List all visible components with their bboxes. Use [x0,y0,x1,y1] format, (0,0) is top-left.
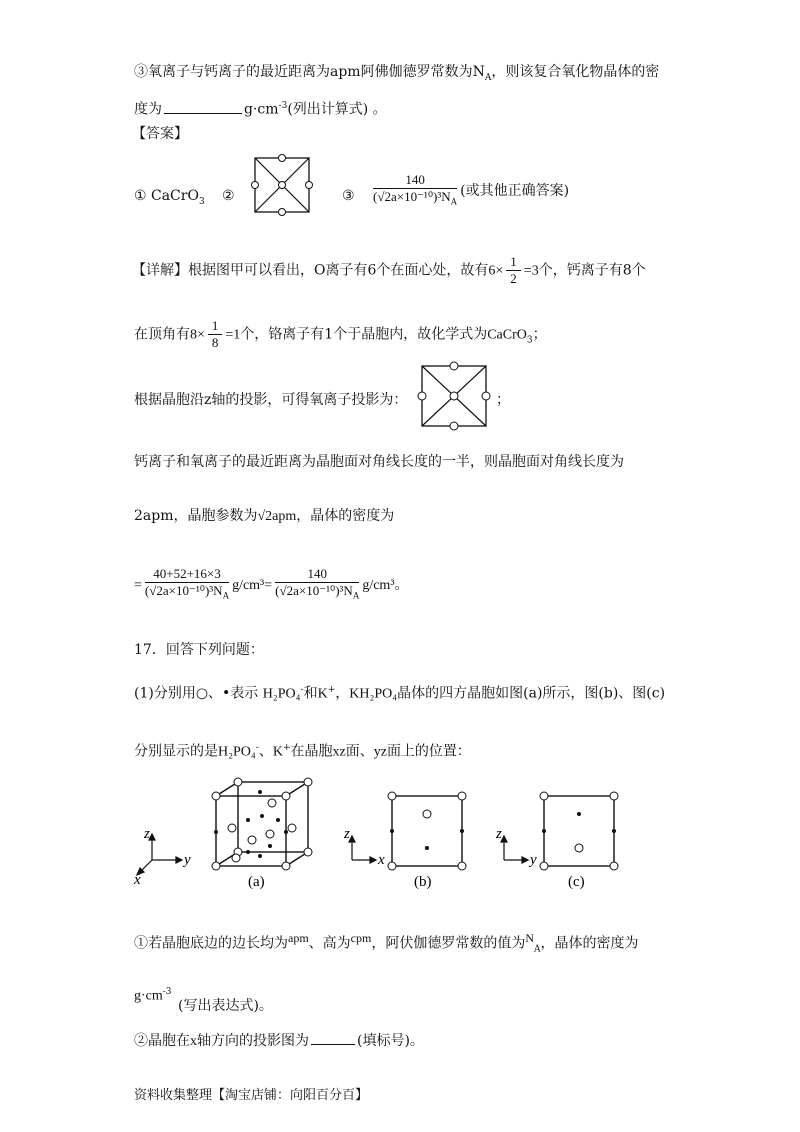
detail2-formula-sub: 3 [526,335,533,346]
detail5-text: 2apm，晶胞参数为 [134,508,258,524]
q-i-text-c: ，阿伏伽德罗常数的值为 [371,935,526,952]
detail1-text: 【详解】根据图甲可以看出，O离子有6个在面心处，故有 [132,262,489,279]
ans1 [134,186,205,212]
q17-1-and: 和 [303,685,318,702]
ans3-label: ③ [342,188,355,204]
q17-2-text: 分别显示的是 [134,743,218,760]
oxygen-projection-diagram [247,152,317,222]
density-unit2: g/cm³ [362,577,395,593]
ans3-num: 140 [373,172,457,189]
detail5-expr: √2apm [257,509,297,524]
q17-1-k-sup: + [327,685,336,695]
detail-line2 [134,318,547,351]
q17-2-text-b: 在晶胞 [290,743,333,760]
detail2-num: 1 [208,318,223,335]
detail3-text: 根据晶胞沿z轴的投影，可得氧离子投影为： [134,392,408,408]
fig-c-label: (c) [568,874,585,890]
q17-2-h2po4: H₂PO₄ [218,744,256,760]
density-num1: 40+52+16×3 [145,566,229,583]
q3-unit: g·cm [244,101,279,118]
q17-i-line2 [134,982,172,1007]
ans1-label: ① CaCrO [134,188,199,204]
q17-1-k: K [317,686,328,702]
q-i-text-d: ，晶体的密度为 [540,935,639,952]
oxygen-projection-diagram-2 [410,358,494,434]
q-i-text-b: 、高为 [308,935,351,952]
density-num2: 140 [275,566,359,583]
ans3-note: (或其他正确答案) [460,182,570,199]
ans3-den: (√2a×10⁻¹⁰)³N [373,189,451,204]
q17-1-h2po4-sup: - [300,685,304,695]
detail2-den: 8 [211,335,219,350]
answer-title: 【答案】 [132,126,188,142]
density-end: 。 [394,576,409,593]
q17-line2 [134,738,471,763]
answer-blank[interactable] [164,99,242,114]
q-i-unit-exp: -3 [162,987,172,997]
footer-source: 资料收集整理【淘宝店铺：向阳百分百】 [134,1088,369,1103]
q17-1-h2po4: H₂PO₄ [262,686,301,702]
q3-line1 [134,62,659,88]
q-ii-x: x [190,1034,197,1049]
q17-2-xz: xz [332,744,346,760]
q3-sub: A [484,72,492,83]
density-den1-sub: A [222,590,230,601]
axis-z-c: z [496,826,502,842]
q-i-apm: apm [288,931,309,945]
detail2-text-c: ； [532,326,547,343]
q-i-na: N [525,931,535,945]
q3-line2 [134,96,387,120]
detail3-end: ； [496,392,510,408]
axis-z-a: z [144,826,150,842]
fig-a-label: (a) [248,874,265,890]
q17-1-comma: ， [335,685,350,702]
q17-ii-line [134,1030,424,1052]
detail2-pre: 8× [190,327,205,343]
detail1-post: =3 [523,263,539,279]
q-i-unit: g·cm [134,988,163,1004]
q3-text-end: ，则该复合氧化物晶体的密 [491,64,660,80]
density-den1: (√2a×10⁻¹⁰)³N [144,583,223,598]
density-den2: (√2a×10⁻¹⁰)³N [275,583,353,598]
q17-2-text-d: 面上的位置： [386,743,471,760]
q17-i-line [134,928,639,959]
ans1-sub: 3 [198,196,205,207]
density-den2-sub: A [352,590,360,601]
axis-x-b: x [378,852,385,868]
axis-z-b: z [344,826,350,842]
q17-title: 17．回答下列问题： [134,642,264,658]
q3-text2b: (列出计算式) 。 [287,101,387,118]
density-expression: = $\frac{40+52+16\times 3}{(√2a\times 10^{-10})^3N_A}$ g/cm³= $\frac{140}{(√2a\times 10^{-10})^3N_A}$ g/cm³。 [134,566,409,601]
q17-1-kh2po4: KH₂PO₄ [349,686,398,702]
q17-2-k-sup: + [282,743,291,753]
q17-1-text-b: 晶体的四方晶胞如图(a)所示，图(b)、图(c) [397,685,666,702]
q17-2-h2po4-sup: - [255,743,259,753]
q17-line1 [134,680,665,705]
detail-line5 [134,506,394,527]
q-i-text: ①若晶胞底边的边长均为 [134,935,288,952]
detail1-pre: 6× [488,263,504,279]
axis-y-a: y [184,852,191,868]
q-i-text-e: (写出表达式)。 [178,998,273,1014]
q-ii-text-b: 轴方向的投影图为 [197,1033,309,1049]
crystal-cell-figures [130,772,650,898]
detail1-den: 2 [510,271,517,286]
q-i-na-sub: A [534,944,541,955]
ans3-expr [370,172,569,210]
fig-b-label: (b) [414,874,432,890]
q17-1-text: (1)分别用○、•表示 [134,685,259,702]
detail-line4: 钙离子和氧离子的最近距离为晶胞面对角线长度的一半，则晶胞面对角线长度为 [134,454,624,470]
ans2-label: ② [222,188,235,204]
detail1-text-b: 个，钙离子有8个 [538,262,646,279]
q17-2-yz: yz [373,744,387,760]
axis-y-c: y [530,852,537,868]
detail1-num: 1 [506,254,521,271]
q3-text: ③氧离子与钙离子的最近距离为apm阿佛伽德罗常数为N [134,64,485,80]
ans3-den-sub: A [450,196,458,207]
q17-2-text-c: 面、 [345,743,374,760]
density-eq: = [264,577,273,593]
answer-blank-2[interactable] [311,1030,355,1045]
detail-line3 [134,390,407,410]
detail-line1 [132,254,646,287]
q3-text2a: 度为 [134,101,162,118]
figure-a [216,782,308,866]
q-ii-text-c: (填标号)。 [357,1033,424,1049]
detail2-post: =1 [225,327,241,343]
detail2-text: 在顶角有 [134,326,190,343]
density-unit1: g/cm³ [232,577,265,593]
q-ii-text: ②晶胞在 [134,1033,190,1049]
q3-unit-exp: -3 [278,101,288,111]
detail5-text-b: ，晶体的密度为 [296,508,395,524]
q-i-cpm: cpm [350,931,372,945]
q17-2-sep: 、 [258,743,273,760]
detail2-formula: CaCrO [487,327,527,343]
q17-2-k: K [272,744,283,760]
detail2-text-b: 个，铬离子有1个于晶胞内，故化学式为 [240,326,488,343]
axis-x-a: x [134,872,141,888]
